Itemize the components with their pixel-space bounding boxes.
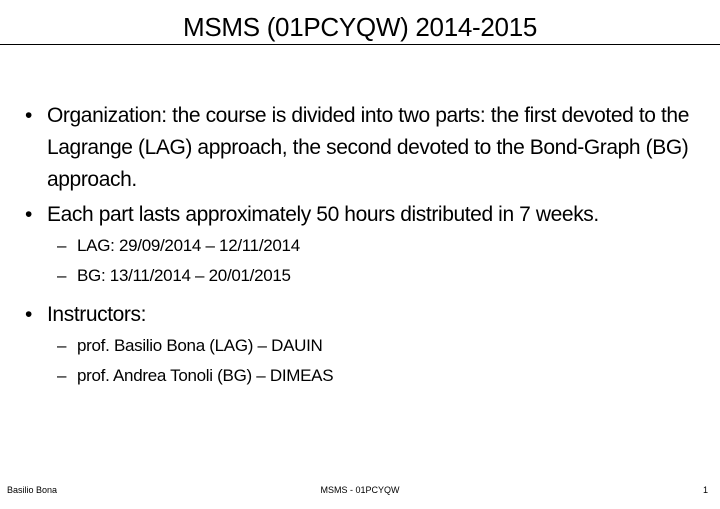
footer-course: MSMS - 01PCYQW [320,485,400,495]
sub-bullet-item [25,231,710,261]
bullet-item [25,199,710,231]
sub-bullet-dash: – [57,266,67,285]
sub-bullet-dash: – [57,366,67,385]
bullet-dot: • [25,104,32,127]
slide-title: MSMS (01PCYQW) 2014-2015 [182,12,538,42]
sub-bullet-dash: – [57,236,67,255]
bullet-text: Organization: the course is divided into two parts: the first devoted to the Lagrange (LAG) approach, the second devoted to the Bond-Graph (BG) approach. [47,104,689,191]
footer-author: Basilio Bona [7,485,58,495]
bullet-item [25,100,710,196]
bullet-text: Each part lasts approximately 50 hours distributed in 7 weeks. [47,203,599,226]
sub-bullet-text: BG: 13/11/2014 – 20/01/2015 [77,266,291,285]
sub-bullet-item [25,331,710,361]
bullet-dot: • [25,203,32,226]
footer-page-number: 1 [702,485,708,495]
bullet-text: Instructors: [47,303,147,326]
title-underline [0,44,720,45]
sub-bullet-text: prof. Basilio Bona (LAG) – DAUIN [77,336,323,355]
sub-bullet-text: prof. Andrea Tonoli (BG) – DIMEAS [77,366,334,385]
sub-bullet-text: LAG: 29/09/2014 – 12/11/2014 [77,236,300,255]
sub-bullet-item [25,361,710,391]
slide-body [25,100,710,391]
bullet-item [25,299,710,331]
sub-bullet-item [25,261,710,291]
bullet-dot: • [25,303,32,326]
sub-bullet-dash: – [57,336,67,355]
